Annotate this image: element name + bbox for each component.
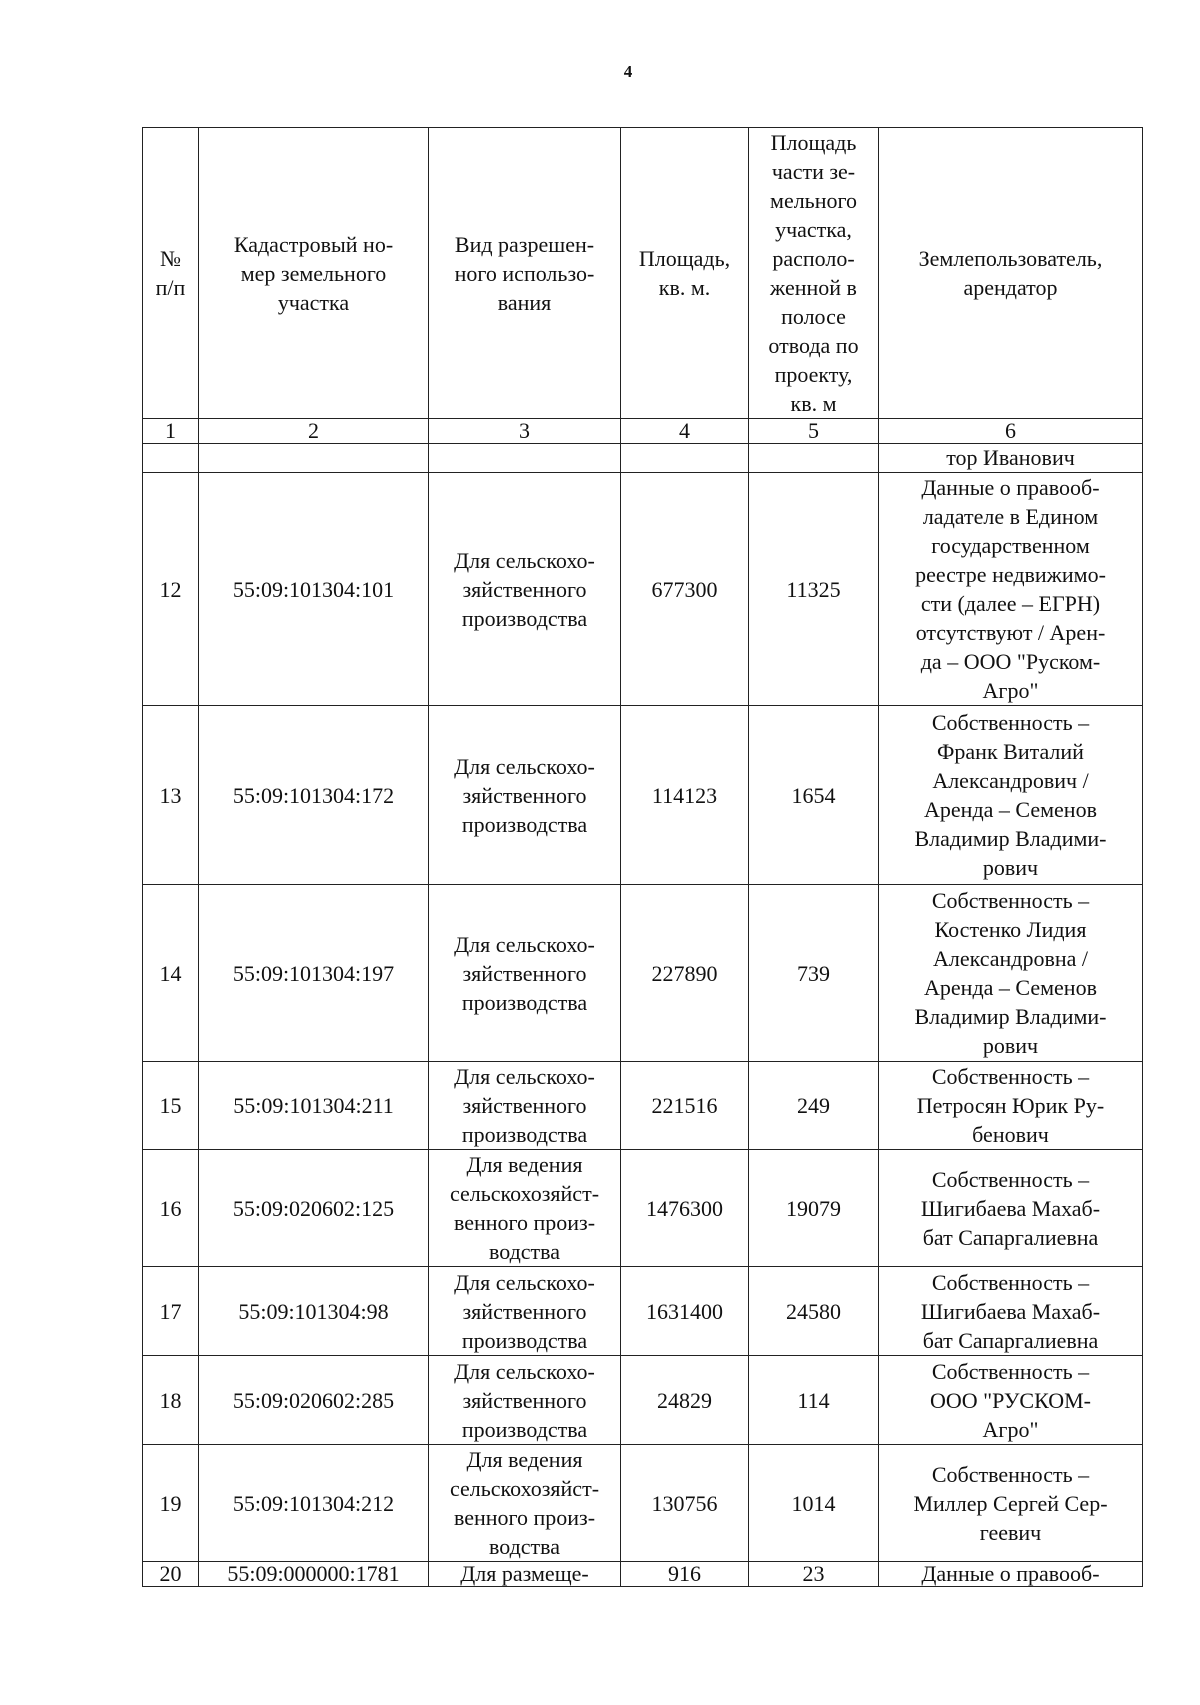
cadastral-number-cell: 55:09:101304:212 — [199, 1445, 429, 1562]
area-cell: 227890 — [621, 885, 749, 1062]
land-user-cell: Собственность – Шигибаева Махаб- бат Сапаргалиевна — [879, 1267, 1143, 1356]
permitted-use-cell: Для размеще- — [429, 1562, 621, 1587]
land-user-cell: Данные о правооб- — [879, 1562, 1143, 1587]
land-user-cell: Собственность – Петросян Юрик Ру- бенович — [879, 1062, 1143, 1150]
table-cell — [429, 444, 621, 473]
strip-area-cell: 11325 — [749, 473, 879, 706]
column-number: 2 — [199, 419, 429, 444]
continuation-row — [143, 444, 1143, 473]
cadastral-number-cell: 55:09:101304:98 — [199, 1267, 429, 1356]
strip-area-cell: 1014 — [749, 1445, 879, 1562]
area-cell: 114123 — [621, 706, 749, 885]
table-cell — [199, 444, 429, 473]
table-row — [143, 706, 1143, 885]
permitted-use-cell: Для сельскохо- зяйственного производства — [429, 1267, 621, 1356]
area-cell: 130756 — [621, 1445, 749, 1562]
area-cell: 24829 — [621, 1356, 749, 1445]
row-number-cell: 12 — [143, 473, 199, 706]
area-cell: 916 — [621, 1562, 749, 1587]
permitted-use-cell: Для сельскохо- зяйственного производства — [429, 1356, 621, 1445]
table-row — [143, 1150, 1143, 1267]
table-row — [143, 1562, 1143, 1587]
land-user-cell: Данные о правооб- ладателе в Едином государственном реестре недвижимо- сти (далее – ЕГРН) отсутствуют / Арен- да – ООО "Руском- Агро" — [879, 473, 1143, 706]
header-cell-cadastral-number: Кадастровый но- мер земельного участка — [199, 128, 429, 419]
land-user-cell: Собственность – Миллер Сергей Сер- геевич — [879, 1445, 1143, 1562]
header-cell-area: Площадь, кв. м. — [621, 128, 749, 419]
land-user-cell: Собственность – Шигибаева Махаб- бат Сапаргалиевна — [879, 1150, 1143, 1267]
column-number: 6 — [879, 419, 1143, 444]
table-row — [143, 1062, 1143, 1150]
column-numbers-row — [143, 419, 1143, 444]
page-number: 4 — [623, 62, 633, 81]
strip-area-cell: 23 — [749, 1562, 879, 1587]
cadastral-number-cell: 55:09:101304:101 — [199, 473, 429, 706]
permitted-use-cell: Для ведения сельскохозяйст- венного произ- водства — [429, 1150, 621, 1267]
table-cell — [143, 444, 199, 473]
table-row — [143, 473, 1143, 706]
row-number-cell: 15 — [143, 1062, 199, 1150]
cadastral-number-cell: 55:09:101304:172 — [199, 706, 429, 885]
strip-area-cell: 19079 — [749, 1150, 879, 1267]
row-number-cell: 13 — [143, 706, 199, 885]
column-number: 4 — [621, 419, 749, 444]
row-number-cell: 14 — [143, 885, 199, 1062]
land-user-cell: Собственность – Костенко Лидия Александровна / Аренда – Семенов Владимир Владими- рович — [879, 885, 1143, 1062]
table-header-row — [143, 128, 1143, 419]
strip-area-cell: 1654 — [749, 706, 879, 885]
cadastral-number-cell: 55:09:020602:125 — [199, 1150, 429, 1267]
table-cell — [621, 444, 749, 473]
land-user-cell: Собственность – ООО "РУСКОМ- Агро" — [879, 1356, 1143, 1445]
column-number: 5 — [749, 419, 879, 444]
permitted-use-cell: Для сельскохо- зяйственного производства — [429, 473, 621, 706]
cadastral-number-cell: 55:09:020602:285 — [199, 1356, 429, 1445]
table-row — [143, 1356, 1143, 1445]
header-cell-land-user: Землепользователь, арендатор — [879, 128, 1143, 419]
table-cell: тор Иванович — [879, 444, 1143, 473]
permitted-use-cell: Для сельскохо- зяйственного производства — [429, 885, 621, 1062]
area-cell: 1476300 — [621, 1150, 749, 1267]
column-number: 1 — [143, 419, 199, 444]
header-cell-area-in-strip: Площадь части зе- мельного участка, располо- женной в полосе отвода по проекту, кв. м — [749, 128, 879, 419]
column-number: 3 — [429, 419, 621, 444]
row-number-cell: 16 — [143, 1150, 199, 1267]
strip-area-cell: 114 — [749, 1356, 879, 1445]
header-cell-number: № п/п — [143, 128, 199, 419]
area-cell: 221516 — [621, 1062, 749, 1150]
area-cell: 677300 — [621, 473, 749, 706]
row-number-cell: 17 — [143, 1267, 199, 1356]
strip-area-cell: 24580 — [749, 1267, 879, 1356]
permitted-use-cell: Для ведения сельскохозяйст- венного произ- водства — [429, 1445, 621, 1562]
table-cell — [749, 444, 879, 473]
cadastral-number-cell: 55:09:101304:211 — [199, 1062, 429, 1150]
permitted-use-cell: Для сельскохо- зяйственного производства — [429, 706, 621, 885]
cadastral-number-cell: 55:09:000000:1781 — [199, 1562, 429, 1587]
table-row — [143, 1445, 1143, 1562]
land-plots-table — [142, 127, 1143, 1587]
row-number-cell: 20 — [143, 1562, 199, 1587]
land-user-cell: Собственность – Франк Виталий Александрович / Аренда – Семенов Владимир Владими- рович — [879, 706, 1143, 885]
area-cell: 1631400 — [621, 1267, 749, 1356]
strip-area-cell: 249 — [749, 1062, 879, 1150]
permitted-use-cell: Для сельскохо- зяйственного производства — [429, 1062, 621, 1150]
row-number-cell: 19 — [143, 1445, 199, 1562]
strip-area-cell: 739 — [749, 885, 879, 1062]
table-row — [143, 885, 1143, 1062]
header-cell-permitted-use: Вид разрешен- ного использо- вания — [429, 128, 621, 419]
table-row — [143, 1267, 1143, 1356]
cadastral-number-cell: 55:09:101304:197 — [199, 885, 429, 1062]
row-number-cell: 18 — [143, 1356, 199, 1445]
